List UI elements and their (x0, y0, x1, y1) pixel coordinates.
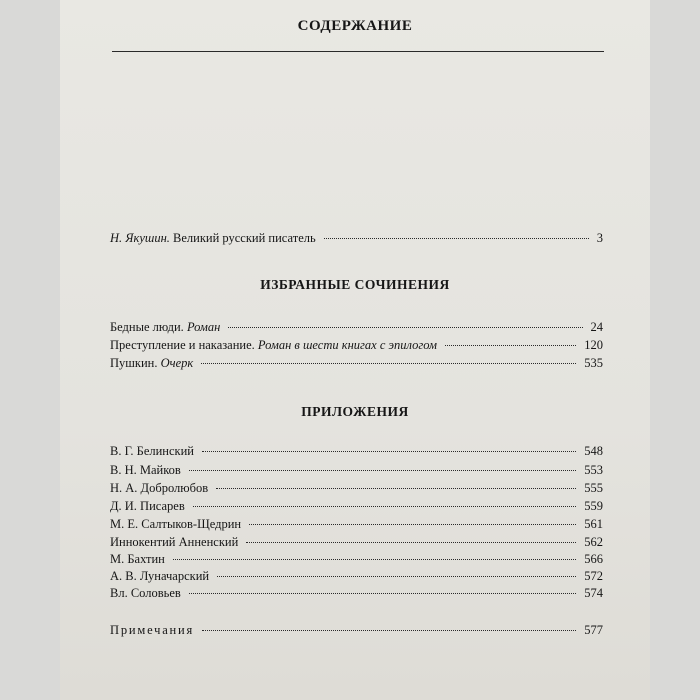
toc-entry (110, 535, 603, 550)
dot-leader (217, 576, 576, 577)
toc-entry-label: М. Е. Салтыков-Щедрин (110, 517, 242, 531)
toc-entry-label (110, 320, 220, 335)
page-number: 535 (584, 356, 603, 370)
page-number: 572 (584, 569, 603, 583)
page-number: 574 (584, 586, 603, 600)
dot-leader (249, 524, 576, 525)
section-heading-appendices: ПРИЛОЖЕНИЯ (301, 404, 409, 419)
work-title: Пушкин. (110, 356, 158, 370)
intro-title: Великий русский писатель (173, 231, 316, 245)
page-number: 555 (584, 481, 603, 495)
work-genre: Роман в шести книгах с эпилогом (257, 338, 438, 352)
dot-leader (189, 470, 576, 471)
toc-entry (110, 517, 603, 532)
page-number: 566 (584, 552, 603, 566)
page-number: 562 (584, 535, 603, 549)
page-number: 577 (584, 623, 603, 637)
toc-entry (110, 552, 603, 567)
toc-entry-label: Иннокентий Анненский (110, 535, 239, 549)
toc-entry-notes (110, 623, 603, 638)
dot-leader (189, 593, 576, 594)
toc-entry-label (110, 338, 437, 353)
dot-leader (445, 345, 576, 346)
page-title: СОДЕРЖАНИЕ (297, 18, 413, 34)
section-heading-works: ИЗБРАННЫЕ СОЧИНЕНИЯ (260, 277, 450, 292)
dot-leader (324, 238, 589, 239)
toc-entry (110, 481, 603, 496)
toc-entry-label: Д. И. Писарев (110, 499, 185, 513)
page-number: 24 (590, 320, 603, 334)
page-number: 548 (584, 444, 603, 458)
page-number: 561 (584, 517, 603, 531)
dot-leader (216, 488, 576, 489)
toc-entry-label: В. Н. Майков (110, 463, 181, 477)
toc-entry-label (110, 356, 193, 371)
intro-author: Н. Якушин. (110, 231, 170, 245)
dot-leader (228, 327, 582, 328)
toc-entry-label: Вл. Соловьев (110, 586, 181, 600)
title-rule (112, 51, 604, 52)
dot-leader (202, 451, 576, 452)
toc-entry-label: М. Бахтин (110, 552, 165, 566)
toc-entry-label: Н. А. Добролюбов (110, 481, 209, 495)
toc-entry-label: В. Г. Белинский (110, 444, 194, 458)
toc-entry-label: Примечания (110, 623, 195, 637)
page-number: 3 (596, 231, 603, 245)
work-genre: Роман (186, 320, 221, 334)
dot-leader (246, 542, 576, 543)
toc-entry (110, 499, 603, 514)
toc-entry (110, 586, 603, 601)
toc-entry-intro (110, 231, 603, 246)
dot-leader (201, 363, 576, 364)
toc-entry-label (110, 231, 316, 246)
toc-entry (110, 444, 603, 459)
dot-leader (193, 506, 577, 507)
page-number: 559 (584, 499, 603, 513)
page-number: 553 (584, 463, 603, 477)
work-title: Бедные люди. (110, 320, 184, 334)
page-number: 120 (584, 338, 603, 352)
dot-leader (173, 559, 576, 560)
work-genre: Очерк (160, 356, 194, 370)
dot-leader (202, 630, 576, 631)
toc-entry (110, 356, 603, 371)
toc-entry (110, 338, 603, 353)
toc-entry (110, 320, 603, 335)
toc-entry (110, 463, 603, 478)
toc-entry-label: А. В. Луначарский (110, 569, 210, 583)
toc-entry (110, 569, 603, 584)
work-title: Преступление и наказание. (110, 338, 255, 352)
